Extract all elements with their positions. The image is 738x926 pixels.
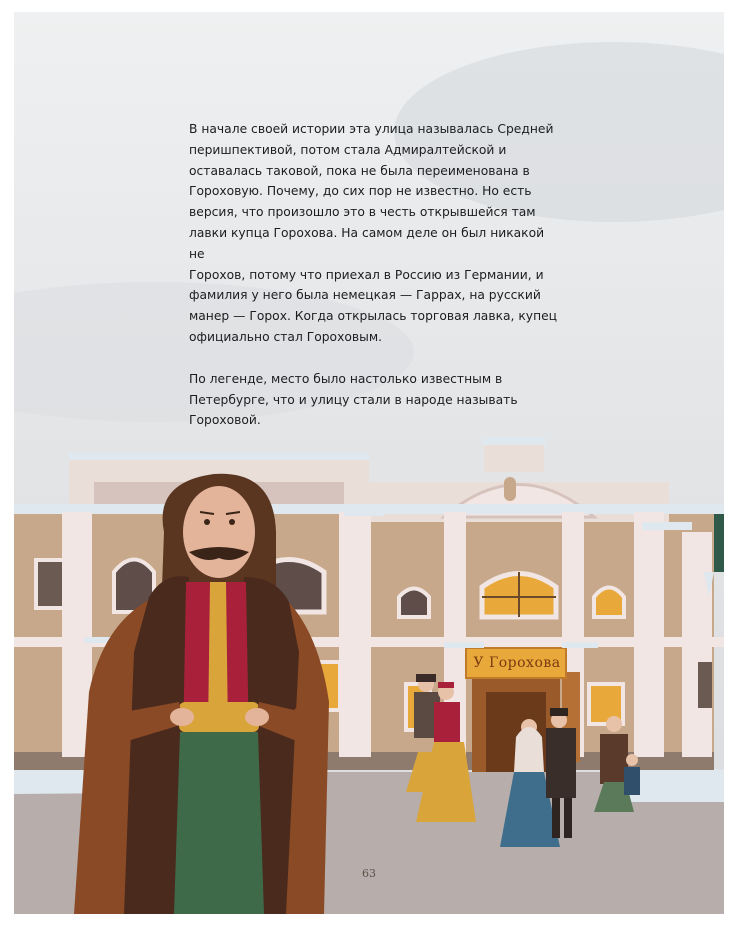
street-illustration — [14, 12, 724, 914]
paragraph-1: В начале своей истории эта улица называлась Средней перишпективой, потом стала Адмиралтейской и оставалась таковой, пока не была переименована в Гороховую. Почему, до сих пор не известно. Но есть версия, что произошло это в честь открывшейся там лавки купца Горохова. На самом деле он был никакой не Горохов, потому что приехал в Россию из Германии, и фамилия у него была немецкая — Гаррах, на русский манер — Горох. Когда открылась торговая лавка, купец официально стал Гороховым. — [189, 122, 558, 344]
book-page — [14, 12, 724, 914]
paragraph-2: По легенде, место было настолько известным в Петербурге, что и улицу стали в народе называть Гороховой. — [189, 371, 518, 428]
shop-sign-text: У Горохова — [473, 655, 561, 671]
page-number: 63 — [362, 867, 376, 880]
